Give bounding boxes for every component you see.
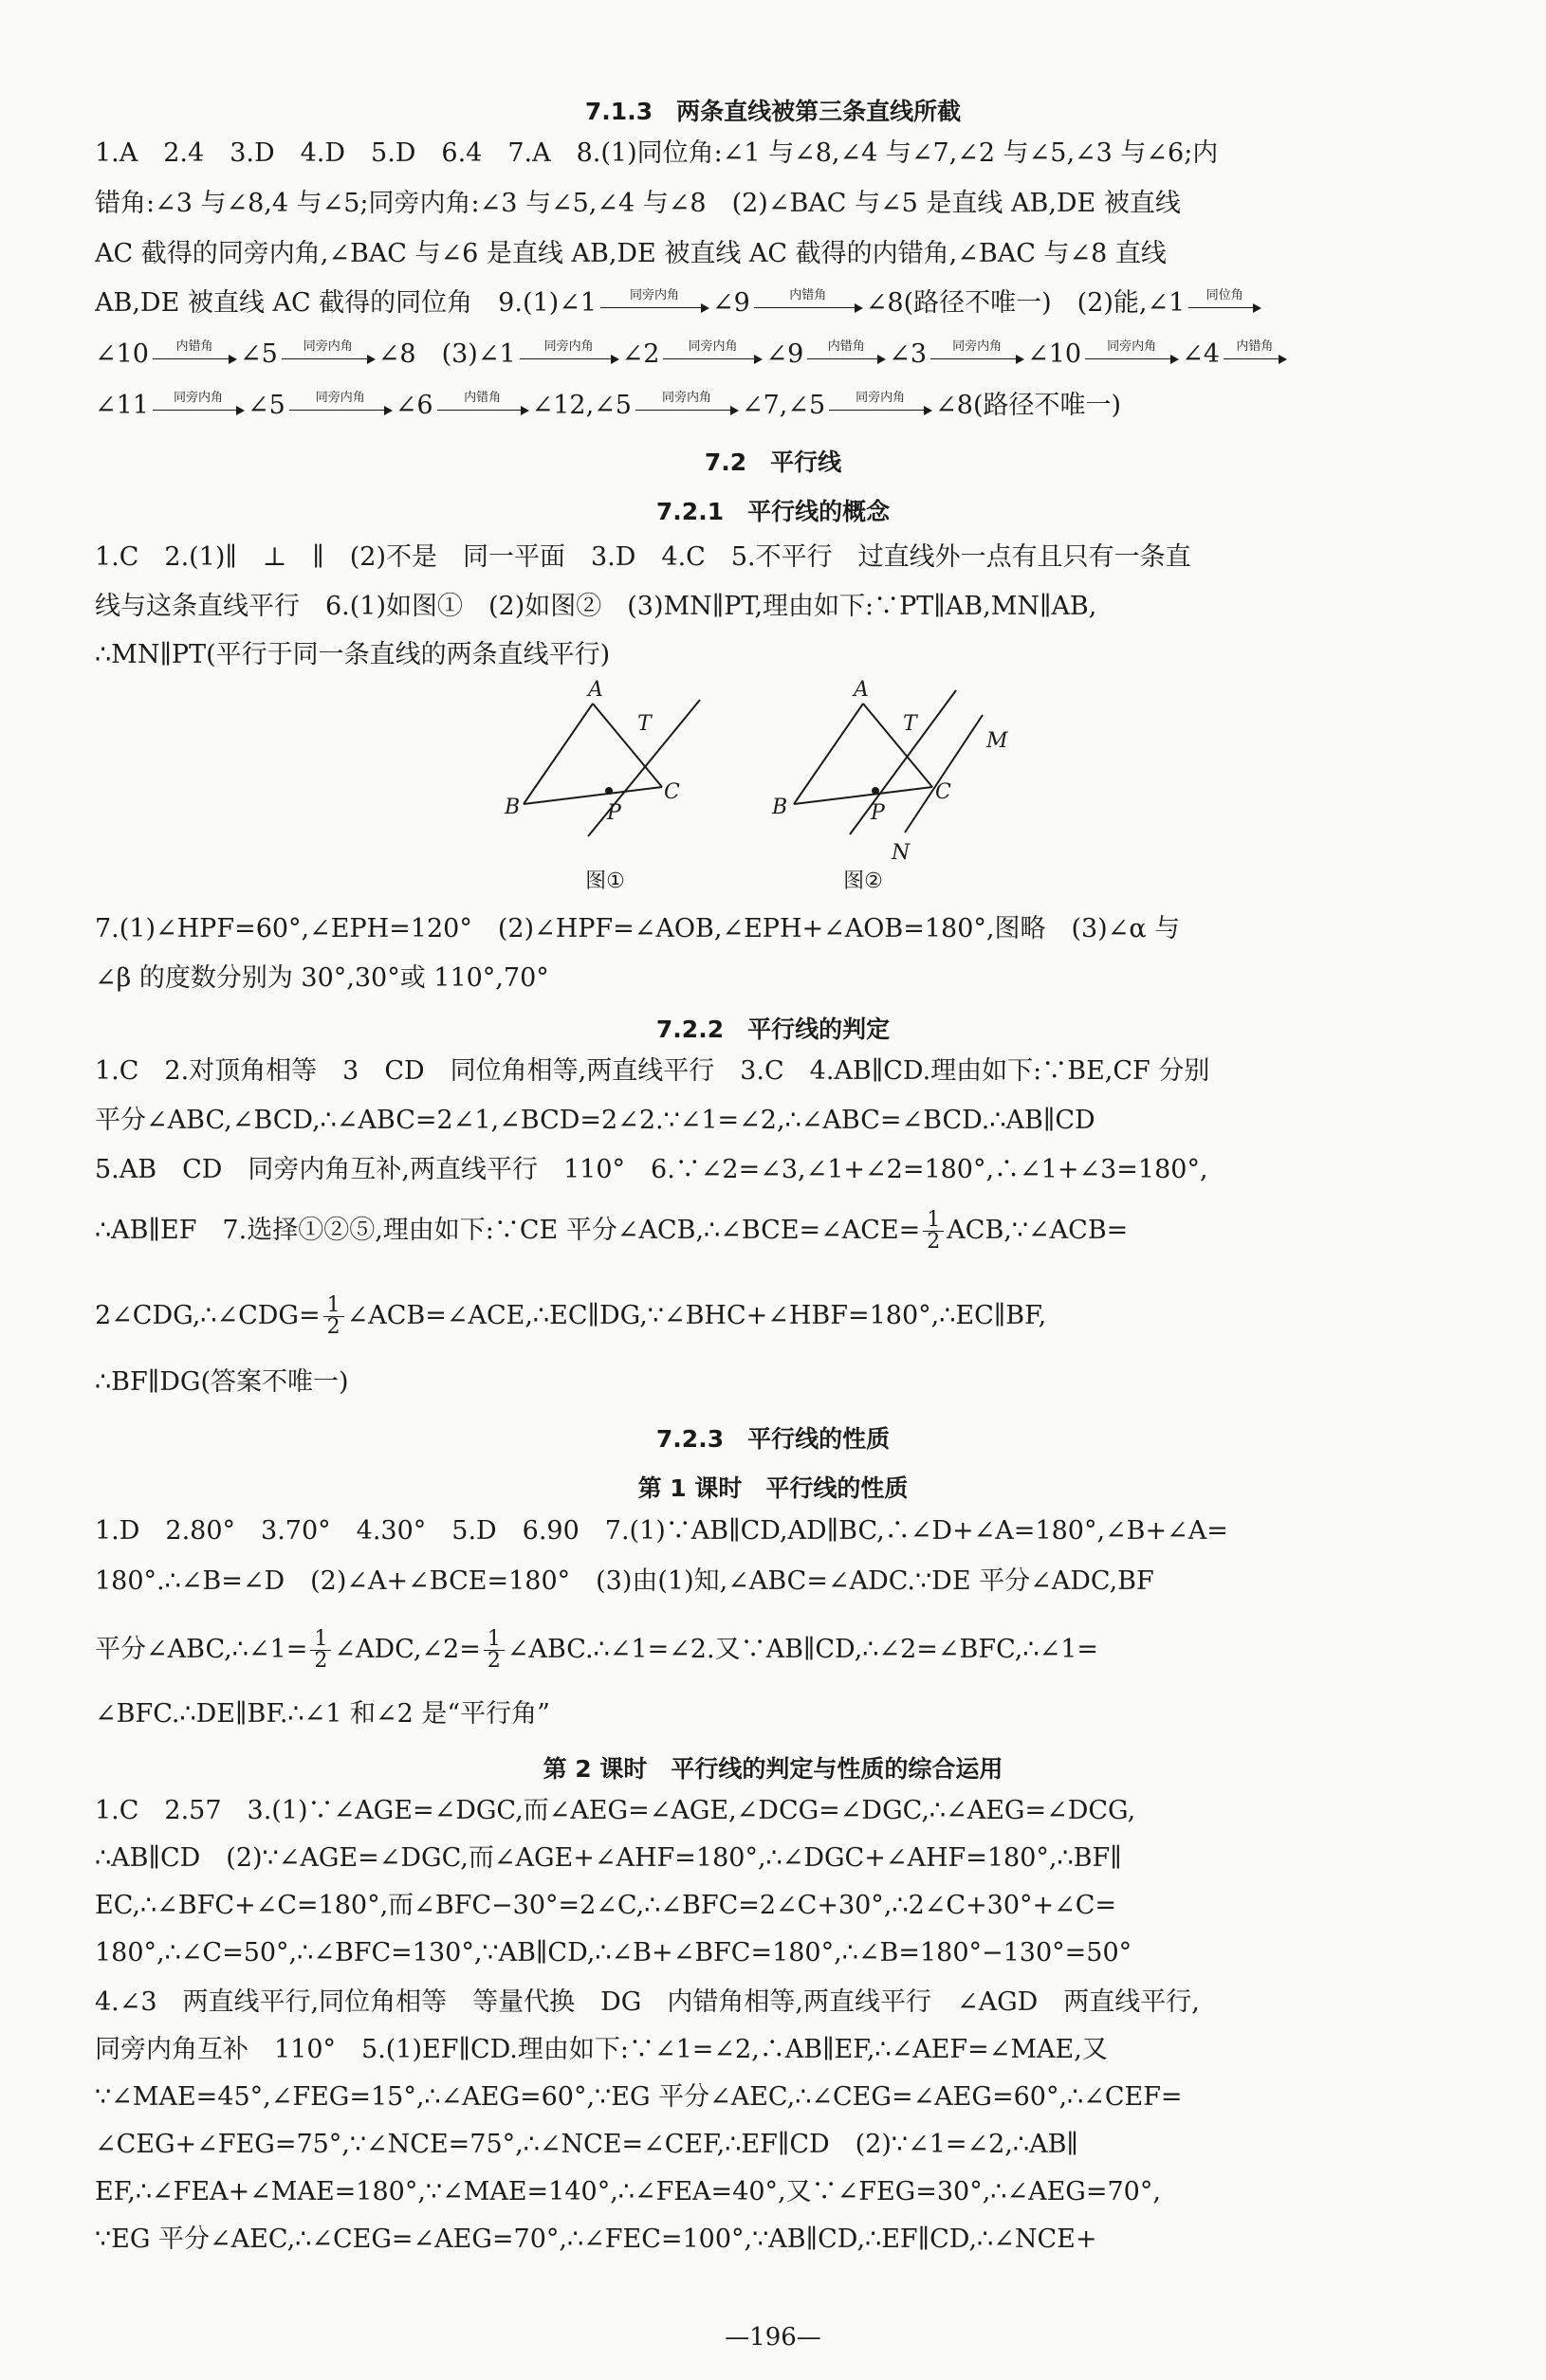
text-line: ∠BFC.∴DE∥BF.∴∠1 和∠2 是“平行角” [95, 1699, 550, 1729]
text-line: 错角:∠3 与∠8,4 与∠5;同旁内角:∠3 与∠5,∠4 与∠8 (2)∠BAC 与∠5 是直线 AB,DE 被直线 [95, 189, 1181, 218]
figure-2 [759, 673, 1043, 872]
figure-1 [493, 673, 749, 853]
text-run: 2∠CDG,∴∠CDG= [95, 1301, 321, 1330]
page-number: —196— [725, 2323, 821, 2352]
label-m: M [986, 729, 1008, 753]
text-run: ∠7,∠5 [741, 391, 826, 420]
text-run: ∠ACB=∠ACE,∴EC∥DG,∵∠BHC+∠HBF=180°,∴EC∥BF, [346, 1301, 1047, 1330]
segment-bc [524, 787, 662, 804]
lesson-1-title: 第 1 课时 平行线的性质 [637, 1474, 909, 1502]
segment-ab [794, 704, 863, 804]
label-a: A [854, 678, 869, 702]
arrow-tongpang [598, 286, 710, 320]
arrow-neicuo [752, 286, 864, 320]
text-line: 180°,∴∠C=50°,∴∠BFC=130°,∵AB∥CD,∴∠B+∠BFC=180°,∴∠B=180°−130°=50° [95, 1938, 1132, 1968]
arrow-tongpang [827, 389, 933, 423]
fraction-numerator: 1 [323, 1295, 344, 1317]
label-b: B [772, 796, 788, 819]
label-c: C [935, 780, 951, 804]
arrow-label: 同旁内角 [543, 339, 594, 354]
text-line: 1.C 2.(1)∥ ⊥ ∥ (2)不是 同一平面 3.D 4.C 5.不平行 过直线外一点有且只有一条直 [95, 542, 1191, 572]
arrow-tongpang [280, 338, 377, 372]
arrow-label: 同旁内角 [173, 391, 223, 405]
text-line: 同旁内角互补 110° 5.(1)EF∥CD.理由如下:∵∠1=∠2,∴AB∥EF,∴∠AEF=∠MAE,又 [95, 2035, 1108, 2064]
arrow-label: 同旁内角 [303, 339, 353, 354]
label-t: T [637, 712, 652, 736]
text-run: AB,DE 被直线 AC 截得的同位角 9.(1)∠1 [95, 288, 597, 318]
fraction-one-half [923, 1210, 944, 1253]
text-run: ∠11 [95, 391, 149, 420]
text-line: 1.C 2.57 3.(1)∵∠AGE=∠DGC,而∠AEG=∠AGE,∠DCG=∠DGC,∴∠AEG=∠DCG, [95, 1796, 1136, 1825]
section-title-7-2: 7.2 平行线 [704, 449, 842, 476]
arrow-tongpang [634, 389, 740, 423]
arrow-label: 内错角 [464, 391, 502, 405]
text-line: 1.C 2.对顶角相等 3 CD 同位角相等,两直线平行 3.C 4.AB∥CD.理由如下:∵BE,CF 分别 [95, 1056, 1210, 1086]
text-line-with-fraction [95, 1290, 1451, 1343]
point-p [605, 787, 613, 795]
arrow-label: 同旁内角 [661, 391, 711, 405]
text-run: ∴AB∥EF 7.选择①②⑤,理由如下:∵CE 平分∠ACB,∴∠BCE=∠ACE= [95, 1216, 921, 1245]
arrow-label: 同位角 [1206, 288, 1243, 302]
text-line-with-arrows [95, 389, 1451, 423]
text-line: 线与这条直线平行 6.(1)如图① (2)如图② (3)MN∥PT,理由如下:∵PT∥AB,MN∥AB, [95, 592, 1097, 621]
arrow-label: 内错角 [175, 339, 213, 354]
arrow-tongpang [287, 389, 394, 423]
text-run: ∠ADC,∠2= [334, 1635, 481, 1664]
text-run: ∠8(路径不唯一) [935, 391, 1122, 420]
text-line: 4.∠3 两直线平行,同位角相等 等量代换 DG 内错角相等,两直线平行 ∠AGD 两直线平行, [95, 1987, 1200, 2017]
arrow-neicuo [151, 338, 238, 372]
arrow-label: 同旁内角 [856, 391, 906, 405]
text-line: ∴BF∥DG(答案不唯一) [95, 1367, 349, 1397]
arrow-tongpang [518, 338, 620, 372]
arrow-neicuo [435, 389, 530, 423]
text-line: EC,∴∠BFC+∠C=180°,而∠BFC−30°=2∠C,∴∠BFC=2∠C+30°,∴2∠C+30°+∠C= [95, 1891, 1117, 1920]
text-run: ∠9 [765, 339, 804, 369]
text-line-with-arrows [95, 286, 1451, 320]
text-line: 平分∠ABC,∠BCD,∴∠ABC=2∠1,∠BCD=2∠2.∵∠1=∠2,∴∠ABC=∠BCD.∴AB∥CD [95, 1106, 1095, 1135]
fraction-one-half [310, 1629, 331, 1672]
text-line: 7.(1)∠HPF=60°,∠EPH=120° (2)∠HPF=∠AOB,∠EPH+∠AOB=180°,图略 (3)∠α 与 [95, 914, 1181, 943]
label-n: N [892, 841, 911, 865]
text-line: 1.D 2.80° 3.70° 4.30° 5.D 6.90 7.(1)∵AB∥CD,AD∥BC,∴∠D+∠A=180°,∠B+∠A= [95, 1516, 1228, 1546]
text-line: 180°.∴∠B=∠D (2)∠A+∠BCE=180° (3)由(1)知,∠ABC=∠ADC.∵DE 平分∠ADC,BF [95, 1566, 1154, 1596]
arrow-label: 同旁内角 [315, 391, 365, 405]
text-line: ∵∠MAE=45°,∠FEG=15°,∴∠AEG=60°,∵EG 平分∠AEC,∴∠CEG=∠AEG=60°,∴∠CEF= [95, 2082, 1183, 2112]
segment-bc [794, 787, 932, 804]
text-line: ∴AB∥CD (2)∵∠AGE=∠DGC,而∠AGE+∠AHF=180°,∴∠DGC+∠AHF=180°,∴BF∥ [95, 1843, 1122, 1873]
text-run: ∠ABC.∴∠1=∠2.又∵AB∥CD,∴∠2=∠BFC,∴∠1= [506, 1635, 1098, 1664]
segment-ac [863, 704, 932, 787]
arrow-label: 内错角 [827, 339, 865, 354]
section-title-7-1-3: 7.1.3 两条直线被第三条直线所截 [584, 98, 962, 125]
arrow-tongpang [151, 389, 246, 423]
text-run: ∠10 [1027, 339, 1082, 369]
text-run: ∠6 [395, 391, 433, 420]
arrow-label: 同旁内角 [952, 339, 1003, 354]
text-run: ∠8(路径不唯一) (2)能,∠1 [865, 288, 1186, 318]
label-c: C [664, 780, 680, 804]
figure-1-caption: 图① [585, 870, 625, 893]
section-title-7-2-2: 7.2.2 平行线的判定 [655, 1016, 891, 1043]
text-line: EF,∴∠FEA+∠MAE=180°,∵∠MAE=140°,∴∠FEA=40°,又∵∠FEG=30°,∴∠AEG=70°, [95, 2177, 1161, 2206]
arrow-label: 同旁内角 [1107, 339, 1157, 354]
arrow-tongpang [929, 338, 1025, 372]
arrow-neicuo [1222, 338, 1288, 372]
text-line: ∵EG 平分∠AEC,∴∠CEG=∠AEG=70°,∴∠FEC=100°,∵AB∥CD,∴EF∥CD,∴∠NCE+ [95, 2224, 1097, 2254]
text-run: 平分∠ABC,∴∠1= [95, 1635, 308, 1664]
segment-ab [524, 704, 593, 804]
label-b: B [505, 796, 521, 819]
figure-2-caption: 图② [843, 870, 883, 893]
label-a: A [588, 678, 603, 702]
arrow-tongwei [1187, 286, 1262, 320]
section-title-7-2-3: 7.2.3 平行线的性质 [655, 1425, 891, 1453]
text-run: ∠3 [889, 339, 928, 369]
fraction-one-half [323, 1295, 344, 1338]
arrow-tongpang [661, 338, 764, 372]
arrow-label: 内错角 [789, 288, 827, 302]
text-run: ∠4 [1182, 339, 1220, 369]
fraction-denominator: 2 [487, 1649, 501, 1673]
text-line: ∴MN∥PT(平行于同一条直线的两条直线平行) [95, 640, 611, 669]
text-run: ∠5 [247, 391, 285, 420]
fraction-denominator: 2 [326, 1315, 340, 1339]
label-p: P [871, 801, 885, 825]
text-line: ∠CEG+∠FEG=75°,∵∠NCE=75°,∴∠NCE=∠CEF,∴EF∥CD (2)∵∠1=∠2,∴AB∥ [95, 2130, 1078, 2159]
text-line: AC 截得的同旁内角,∠BAC 与∠6 是直线 AB,DE 被直线 AC 截得的内错角,∠BAC 与∠8 直线 [95, 239, 1167, 268]
fraction-denominator: 2 [314, 1649, 328, 1673]
arrow-label: 同旁内角 [629, 288, 679, 302]
text-line-with-fraction [95, 1204, 1451, 1257]
point-p [872, 787, 879, 795]
text-run: ∠12,∠5 [531, 391, 632, 420]
text-run: ∠5 [239, 339, 278, 369]
fraction-numerator: 1 [923, 1210, 944, 1232]
label-p: P [607, 801, 621, 825]
text-line: 5.AB CD 同旁内角互补,两直线平行 110° 6.∵∠2=∠3,∠1+∠2=180°,∴∠1+∠3=180°, [95, 1155, 1208, 1184]
section-title-7-2-1: 7.2.1 平行线的概念 [655, 498, 891, 525]
fraction-numerator: 1 [484, 1629, 505, 1651]
fraction-numerator: 1 [310, 1629, 331, 1651]
arrow-label: 内错角 [1236, 339, 1274, 354]
arrow-neicuo [805, 338, 887, 372]
text-run: ∠9 [712, 288, 750, 318]
segment-ac [593, 704, 662, 787]
text-run: ACB,∵∠ACB= [947, 1216, 1129, 1245]
text-run: ∠8 (3)∠1 [377, 339, 516, 369]
fraction-one-half [484, 1629, 505, 1672]
arrow-label: 同旁内角 [688, 339, 738, 354]
text-line: 1.A 2.4 3.D 4.D 5.D 6.4 7.A 8.(1)同位角:∠1 与∠8,∠4 与∠7,∠2 与∠5,∠3 与∠6;内 [95, 138, 1219, 168]
text-line: ∠β 的度数分别为 30°,30°或 110°,70° [95, 963, 549, 993]
text-run: ∠10 [95, 339, 149, 369]
text-line-with-fraction [95, 1623, 1451, 1676]
lesson-2-title: 第 2 课时 平行线的判定与性质的综合运用 [543, 1755, 1003, 1783]
text-line-with-arrows [95, 338, 1451, 372]
fraction-denominator: 2 [927, 1230, 941, 1254]
text-run: ∠2 [621, 339, 660, 369]
label-t: T [903, 712, 917, 736]
arrow-tongpang [1083, 338, 1180, 372]
